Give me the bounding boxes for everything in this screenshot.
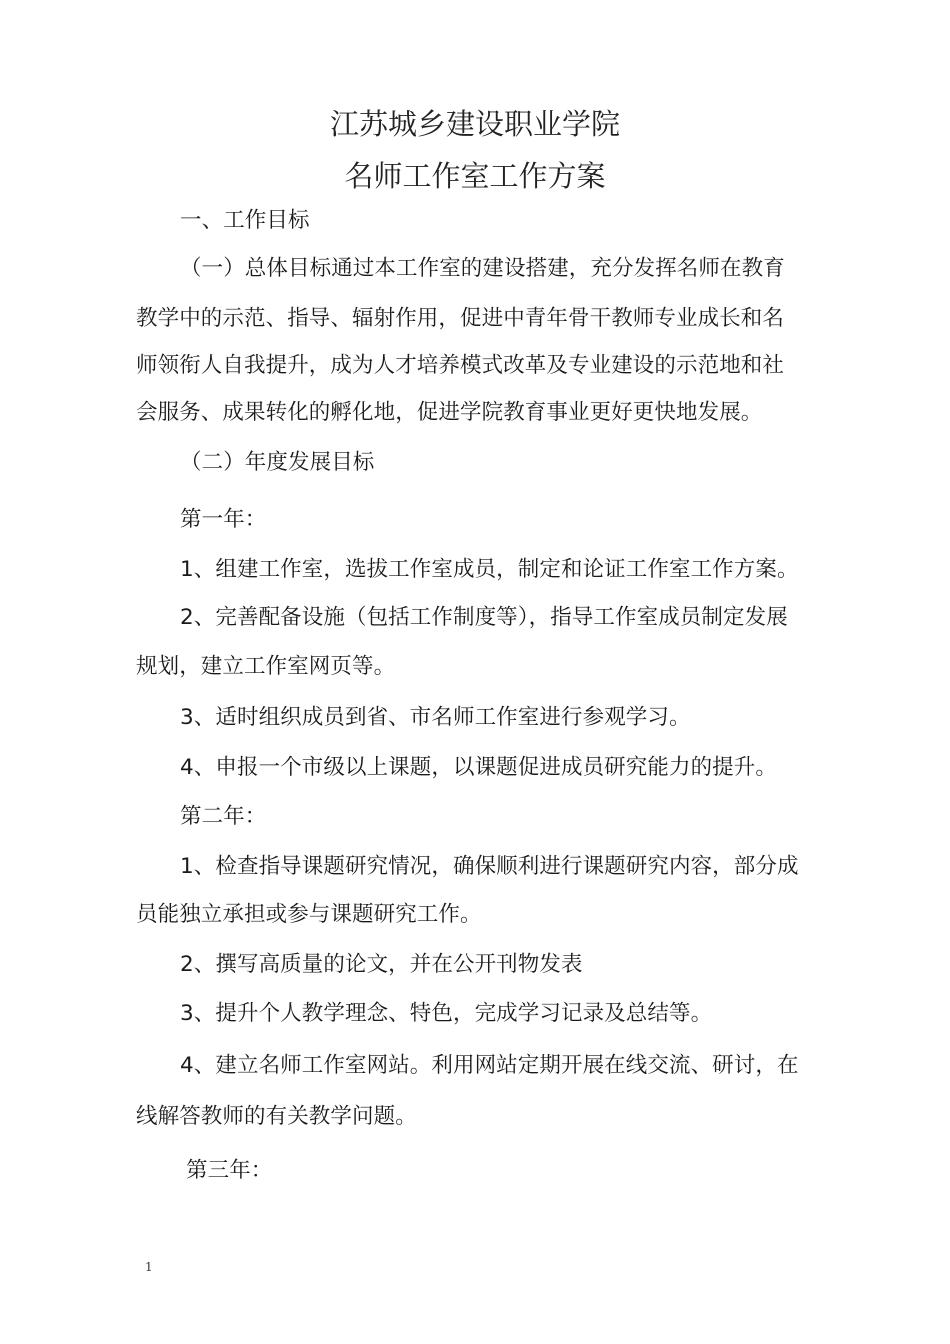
list-item: 1、检查指导课题研究情况，确保顺利进行课题研究内容，部分成 [180,854,799,879]
year-heading: 第二年： [180,804,267,829]
paragraph-line: 师领衔人自我提升，成为人才培养模式改革及专业建设的示范地和社 [136,353,785,378]
page-number: 1 [145,1260,153,1274]
paragraph-line: 会服务、成果转化的孵化地，促进学院教育事业更好更快地发展。 [136,400,763,425]
list-item-continuation: 线解答教师的有关教学问题。 [136,1104,417,1129]
subsection-heading-annual-goals: （二）年度发展目标 [180,450,375,475]
list-item: 2、完善配备设施（包括工作制度等），指导工作室成员制定发展 [180,605,788,630]
section-heading-work-goals: 一、工作目标 [180,208,310,233]
list-item: 3、适时组织成员到省、市名师工作室进行参观学习。 [180,705,691,730]
list-item-continuation: 员能独立承担或参与课题研究工作。 [136,902,482,927]
list-item: 2、撰写高质量的论文，并在公开刊物发表 [180,952,583,977]
year-heading: 第一年： [180,507,267,532]
year-heading: 第三年： [186,1158,273,1183]
paragraph-line: 教学中的示范、指导、辐射作用，促进中青年骨干教师专业成长和名 [136,306,785,331]
document-subtitle: 名师工作室工作方案 [344,159,606,193]
list-item: 4、建立名师工作室网站。利用网站定期开展在线交流、研讨，在 [180,1053,799,1078]
list-item: 3、提升个人教学理念、特色，完成学习记录及总结等。 [180,1001,713,1026]
list-item: 4、申报一个市级以上课题，以课题促进成员研究能力的提升。 [180,755,777,780]
paragraph-line: （一）总体目标通过本工作室的建设搭建，充分发挥名师在教育 [180,256,785,281]
list-item-continuation: 规划，建立工作室网页等。 [136,654,396,679]
list-item: 1、组建工作室，选拔工作室成员，制定和论证工作室工作方案。 [180,557,799,582]
document-title: 江苏城乡建设职业学院 [329,107,620,141]
